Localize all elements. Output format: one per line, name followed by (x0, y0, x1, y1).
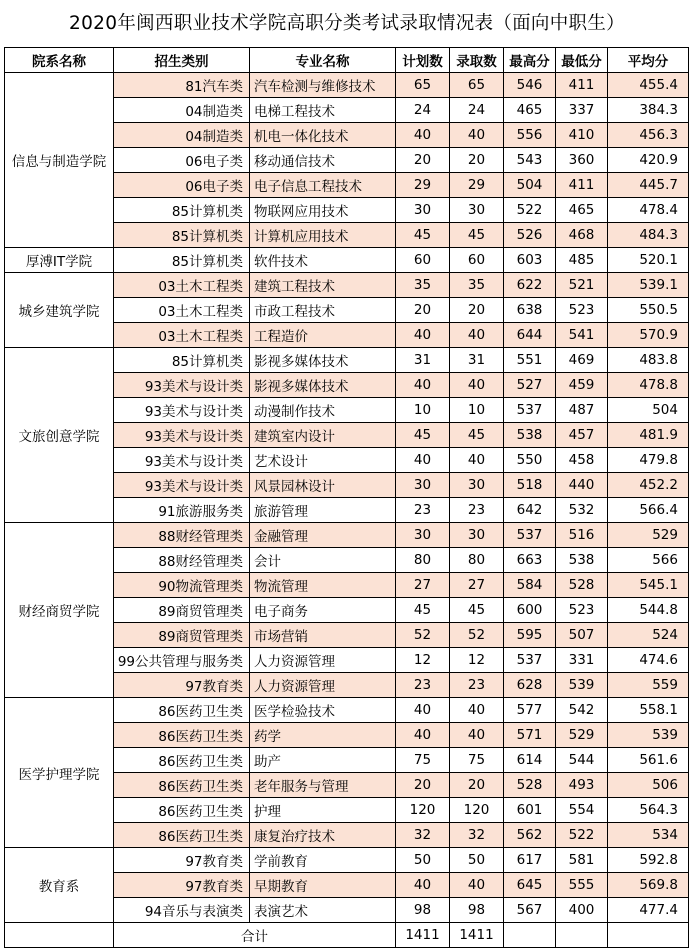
header-plan: 计划数 (396, 48, 450, 73)
avg-score-cell: 474.6 (608, 648, 689, 673)
avg-score-cell: 478.4 (608, 198, 689, 223)
max-score-cell: 571 (504, 723, 556, 748)
header-college: 院系名称 (5, 48, 114, 73)
plan-cell: 20 (396, 773, 450, 798)
category-cell: 93美术与设计类 (114, 398, 250, 423)
category-cell: 93美术与设计类 (114, 423, 250, 448)
avg-score-cell: 566.4 (608, 498, 689, 523)
max-score-cell: 642 (504, 498, 556, 523)
plan-cell: 45 (396, 598, 450, 623)
min-score-cell: 581 (556, 848, 608, 873)
major-cell: 市政工程技术 (250, 298, 396, 323)
min-score-cell: 542 (556, 698, 608, 723)
admit-cell: 30 (450, 198, 504, 223)
major-cell: 动漫制作技术 (250, 398, 396, 423)
plan-cell: 80 (396, 548, 450, 573)
min-score-cell: 539 (556, 673, 608, 698)
min-score-cell: 516 (556, 523, 608, 548)
plan-cell: 50 (396, 848, 450, 873)
min-score-cell: 331 (556, 648, 608, 673)
major-cell: 电子信息工程技术 (250, 173, 396, 198)
max-score-cell: 556 (504, 123, 556, 148)
avg-score-cell: 558.1 (608, 698, 689, 723)
major-cell: 学前教育 (250, 848, 396, 873)
max-score-cell: 537 (504, 398, 556, 423)
plan-cell: 20 (396, 298, 450, 323)
admit-cell: 35 (450, 273, 504, 298)
category-cell: 04制造类 (114, 123, 250, 148)
major-cell: 护理 (250, 798, 396, 823)
plan-cell: 40 (396, 448, 450, 473)
major-cell: 工程造价 (250, 323, 396, 348)
plan-cell: 52 (396, 623, 450, 648)
min-score-cell: 411 (556, 173, 608, 198)
admission-table (4, 47, 689, 948)
plan-cell: 65 (396, 73, 450, 98)
avg-score-cell: 569.8 (608, 873, 689, 898)
major-cell: 建筑室内设计 (250, 423, 396, 448)
avg-score-cell: 384.3 (608, 98, 689, 123)
category-cell: 94音乐与表演类 (114, 898, 250, 923)
header-admit: 录取数 (450, 48, 504, 73)
max-score-cell: 600 (504, 598, 556, 623)
min-score-cell: 522 (556, 823, 608, 848)
min-score-cell: 465 (556, 198, 608, 223)
admit-cell: 12 (450, 648, 504, 673)
category-cell: 93美术与设计类 (114, 448, 250, 473)
category-cell: 04制造类 (114, 98, 250, 123)
min-score-cell: 400 (556, 898, 608, 923)
min-score-cell: 544 (556, 748, 608, 773)
category-cell: 85计算机类 (114, 348, 250, 373)
plan-cell: 40 (396, 123, 450, 148)
major-cell: 移动通信技术 (250, 148, 396, 173)
avg-score-cell: 420.9 (608, 148, 689, 173)
avg-score-cell: 445.7 (608, 173, 689, 198)
category-cell: 89商贸管理类 (114, 623, 250, 648)
plan-cell: 40 (396, 373, 450, 398)
max-score-cell: 603 (504, 248, 556, 273)
plan-cell: 45 (396, 423, 450, 448)
admit-cell: 40 (450, 723, 504, 748)
header-category: 招生类别 (114, 48, 250, 73)
total-label: 合计 (114, 923, 396, 948)
total-plan: 1411 (396, 923, 450, 948)
avg-score-cell: 561.6 (608, 748, 689, 773)
category-cell: 86医药卫生类 (114, 798, 250, 823)
admit-cell: 40 (450, 373, 504, 398)
table-body (5, 73, 689, 923)
category-cell: 97教育类 (114, 873, 250, 898)
category-cell: 89商贸管理类 (114, 598, 250, 623)
plan-cell: 20 (396, 148, 450, 173)
table-row (5, 348, 689, 373)
max-score-cell: 526 (504, 223, 556, 248)
category-cell: 86医药卫生类 (114, 823, 250, 848)
major-cell: 电子商务 (250, 598, 396, 623)
max-score-cell: 543 (504, 148, 556, 173)
plan-cell: 23 (396, 498, 450, 523)
min-score-cell: 337 (556, 98, 608, 123)
max-score-cell: 527 (504, 373, 556, 398)
plan-cell: 23 (396, 673, 450, 698)
max-score-cell: 628 (504, 673, 556, 698)
major-cell: 市场营销 (250, 623, 396, 648)
min-score-cell: 485 (556, 248, 608, 273)
major-cell: 助产 (250, 748, 396, 773)
admit-cell: 45 (450, 223, 504, 248)
min-score-cell: 411 (556, 73, 608, 98)
category-cell: 97教育类 (114, 848, 250, 873)
category-cell: 86医药卫生类 (114, 698, 250, 723)
major-cell: 物流管理 (250, 573, 396, 598)
plan-cell: 35 (396, 273, 450, 298)
plan-cell: 98 (396, 898, 450, 923)
plan-cell: 31 (396, 348, 450, 373)
category-cell: 03土木工程类 (114, 273, 250, 298)
category-cell: 90物流管理类 (114, 573, 250, 598)
max-score-cell: 537 (504, 523, 556, 548)
college-cell: 医学护理学院 (5, 698, 114, 848)
avg-score-cell: 539 (608, 723, 689, 748)
category-cell: 88财经管理类 (114, 548, 250, 573)
max-score-cell: 550 (504, 448, 556, 473)
max-score-cell: 504 (504, 173, 556, 198)
table-row (5, 73, 689, 98)
min-score-cell: 528 (556, 573, 608, 598)
admit-cell: 40 (450, 448, 504, 473)
admit-cell: 23 (450, 498, 504, 523)
plan-cell: 30 (396, 198, 450, 223)
max-score-cell: 595 (504, 623, 556, 648)
college-cell: 信息与制造学院 (5, 73, 114, 248)
avg-score-cell: 478.8 (608, 373, 689, 398)
category-cell: 86医药卫生类 (114, 748, 250, 773)
min-score-cell: 538 (556, 548, 608, 573)
max-score-cell: 522 (504, 198, 556, 223)
min-score-cell: 469 (556, 348, 608, 373)
admit-cell: 24 (450, 98, 504, 123)
admit-cell: 75 (450, 748, 504, 773)
page-title: 2020年闽西职业技术学院高职分类考试录取情况表（面向中职生） (69, 13, 625, 34)
min-score-cell: 468 (556, 223, 608, 248)
admit-cell: 52 (450, 623, 504, 648)
total-empty-cell (504, 923, 556, 948)
plan-cell: 30 (396, 523, 450, 548)
major-cell: 电梯工程技术 (250, 98, 396, 123)
plan-cell: 75 (396, 748, 450, 773)
min-score-cell: 554 (556, 798, 608, 823)
avg-score-cell: 483.8 (608, 348, 689, 373)
category-cell: 93美术与设计类 (114, 373, 250, 398)
min-score-cell: 521 (556, 273, 608, 298)
max-score-cell: 551 (504, 348, 556, 373)
total-empty-cell (556, 923, 608, 948)
admit-cell: 80 (450, 548, 504, 573)
avg-score-cell: 455.4 (608, 73, 689, 98)
admit-cell: 10 (450, 398, 504, 423)
min-score-cell: 523 (556, 598, 608, 623)
college-cell: 财经商贸学院 (5, 523, 114, 698)
avg-score-cell: 481.9 (608, 423, 689, 448)
max-score-cell: 622 (504, 273, 556, 298)
plan-cell: 40 (396, 873, 450, 898)
total-row (5, 923, 689, 948)
max-score-cell: 584 (504, 573, 556, 598)
category-cell: 85计算机类 (114, 198, 250, 223)
header-avg: 平均分 (608, 48, 689, 73)
plan-cell: 12 (396, 648, 450, 673)
major-cell: 早期教育 (250, 873, 396, 898)
major-cell: 软件技术 (250, 248, 396, 273)
min-score-cell: 440 (556, 473, 608, 498)
admit-cell: 20 (450, 773, 504, 798)
total-empty-cell (5, 923, 114, 948)
admit-cell: 23 (450, 673, 504, 698)
avg-score-cell: 524 (608, 623, 689, 648)
major-cell: 计算机应用技术 (250, 223, 396, 248)
max-score-cell: 577 (504, 698, 556, 723)
major-cell: 风景园林设计 (250, 473, 396, 498)
avg-score-cell: 550.5 (608, 298, 689, 323)
min-score-cell: 459 (556, 373, 608, 398)
plan-cell: 32 (396, 823, 450, 848)
major-cell: 建筑工程技术 (250, 273, 396, 298)
category-cell: 86医药卫生类 (114, 723, 250, 748)
admit-cell: 98 (450, 898, 504, 923)
major-cell: 康复治疗技术 (250, 823, 396, 848)
admit-cell: 20 (450, 298, 504, 323)
category-cell: 85计算机类 (114, 248, 250, 273)
header-major: 专业名称 (250, 48, 396, 73)
avg-score-cell: 504 (608, 398, 689, 423)
major-cell: 金融管理 (250, 523, 396, 548)
max-score-cell: 638 (504, 298, 556, 323)
category-cell: 97教育类 (114, 673, 250, 698)
plan-cell: 60 (396, 248, 450, 273)
max-score-cell: 644 (504, 323, 556, 348)
plan-cell: 40 (396, 698, 450, 723)
admit-cell: 65 (450, 73, 504, 98)
avg-score-cell: 592.8 (608, 848, 689, 873)
plan-cell: 24 (396, 98, 450, 123)
major-cell: 老年服务与管理 (250, 773, 396, 798)
admit-cell: 40 (450, 323, 504, 348)
plan-cell: 27 (396, 573, 450, 598)
table-row (5, 523, 689, 548)
admit-cell: 29 (450, 173, 504, 198)
major-cell: 艺术设计 (250, 448, 396, 473)
major-cell: 会计 (250, 548, 396, 573)
college-cell: 城乡建筑学院 (5, 273, 114, 348)
min-score-cell: 532 (556, 498, 608, 523)
avg-score-cell: 456.3 (608, 123, 689, 148)
avg-score-cell: 570.9 (608, 323, 689, 348)
min-score-cell: 529 (556, 723, 608, 748)
total-empty-cell (608, 923, 689, 948)
avg-score-cell: 566 (608, 548, 689, 573)
min-score-cell: 493 (556, 773, 608, 798)
plan-cell: 120 (396, 798, 450, 823)
major-cell: 药学 (250, 723, 396, 748)
avg-score-cell: 539.1 (608, 273, 689, 298)
plan-cell: 40 (396, 723, 450, 748)
category-cell: 88财经管理类 (114, 523, 250, 548)
plan-cell: 30 (396, 473, 450, 498)
max-score-cell: 537 (504, 648, 556, 673)
min-score-cell: 541 (556, 323, 608, 348)
table-row (5, 248, 689, 273)
admit-cell: 50 (450, 848, 504, 873)
category-cell: 06电子类 (114, 173, 250, 198)
avg-score-cell: 564.3 (608, 798, 689, 823)
college-cell: 文旅创意学院 (5, 348, 114, 523)
header-min: 最低分 (556, 48, 608, 73)
min-score-cell: 360 (556, 148, 608, 173)
avg-score-cell: 506 (608, 773, 689, 798)
min-score-cell: 555 (556, 873, 608, 898)
plan-cell: 29 (396, 173, 450, 198)
major-cell: 影视多媒体技术 (250, 348, 396, 373)
avg-score-cell: 520.1 (608, 248, 689, 273)
admit-cell: 20 (450, 148, 504, 173)
total-admit: 1411 (450, 923, 504, 948)
min-score-cell: 507 (556, 623, 608, 648)
min-score-cell: 487 (556, 398, 608, 423)
major-cell: 旅游管理 (250, 498, 396, 523)
major-cell: 机电一体化技术 (250, 123, 396, 148)
admit-cell: 30 (450, 523, 504, 548)
admit-cell: 45 (450, 423, 504, 448)
min-score-cell: 523 (556, 298, 608, 323)
min-score-cell: 410 (556, 123, 608, 148)
college-cell: 厚溥IT学院 (5, 248, 114, 273)
major-cell: 医学检验技术 (250, 698, 396, 723)
major-cell: 表演艺术 (250, 898, 396, 923)
table-row (5, 698, 689, 723)
avg-score-cell: 477.4 (608, 898, 689, 923)
avg-score-cell: 545.1 (608, 573, 689, 598)
category-cell: 06电子类 (114, 148, 250, 173)
admit-cell: 30 (450, 473, 504, 498)
header-max: 最高分 (504, 48, 556, 73)
admit-cell: 40 (450, 698, 504, 723)
plan-cell: 40 (396, 323, 450, 348)
admit-cell: 45 (450, 598, 504, 623)
avg-score-cell: 544.8 (608, 598, 689, 623)
major-cell: 影视多媒体技术 (250, 373, 396, 398)
category-cell: 85计算机类 (114, 223, 250, 248)
category-cell: 99公共管理与服务类 (114, 648, 250, 673)
table-row (5, 848, 689, 873)
category-cell: 86医药卫生类 (114, 773, 250, 798)
max-score-cell: 518 (504, 473, 556, 498)
major-cell: 人力资源管理 (250, 673, 396, 698)
max-score-cell: 567 (504, 898, 556, 923)
category-cell: 03土木工程类 (114, 323, 250, 348)
max-score-cell: 538 (504, 423, 556, 448)
avg-score-cell: 452.2 (608, 473, 689, 498)
max-score-cell: 562 (504, 823, 556, 848)
admit-cell: 27 (450, 573, 504, 598)
max-score-cell: 614 (504, 748, 556, 773)
table-row (5, 273, 689, 298)
min-score-cell: 458 (556, 448, 608, 473)
major-cell: 物联网应用技术 (250, 198, 396, 223)
admit-cell: 31 (450, 348, 504, 373)
avg-score-cell: 529 (608, 523, 689, 548)
plan-cell: 10 (396, 398, 450, 423)
category-cell: 91旅游服务类 (114, 498, 250, 523)
max-score-cell: 663 (504, 548, 556, 573)
max-score-cell: 617 (504, 848, 556, 873)
category-cell: 93美术与设计类 (114, 473, 250, 498)
college-cell: 教育系 (5, 848, 114, 923)
major-cell: 汽车检测与维修技术 (250, 73, 396, 98)
category-cell: 81汽车类 (114, 73, 250, 98)
header-row (5, 48, 689, 73)
max-score-cell: 601 (504, 798, 556, 823)
admit-cell: 120 (450, 798, 504, 823)
max-score-cell: 528 (504, 773, 556, 798)
major-cell: 人力资源管理 (250, 648, 396, 673)
admit-cell: 60 (450, 248, 504, 273)
min-score-cell: 457 (556, 423, 608, 448)
avg-score-cell: 479.8 (608, 448, 689, 473)
avg-score-cell: 559 (608, 673, 689, 698)
category-cell: 03土木工程类 (114, 298, 250, 323)
plan-cell: 45 (396, 223, 450, 248)
admit-cell: 40 (450, 873, 504, 898)
avg-score-cell: 534 (608, 823, 689, 848)
max-score-cell: 465 (504, 98, 556, 123)
max-score-cell: 546 (504, 73, 556, 98)
max-score-cell: 645 (504, 873, 556, 898)
admit-cell: 32 (450, 823, 504, 848)
avg-score-cell: 484.3 (608, 223, 689, 248)
admit-cell: 40 (450, 123, 504, 148)
